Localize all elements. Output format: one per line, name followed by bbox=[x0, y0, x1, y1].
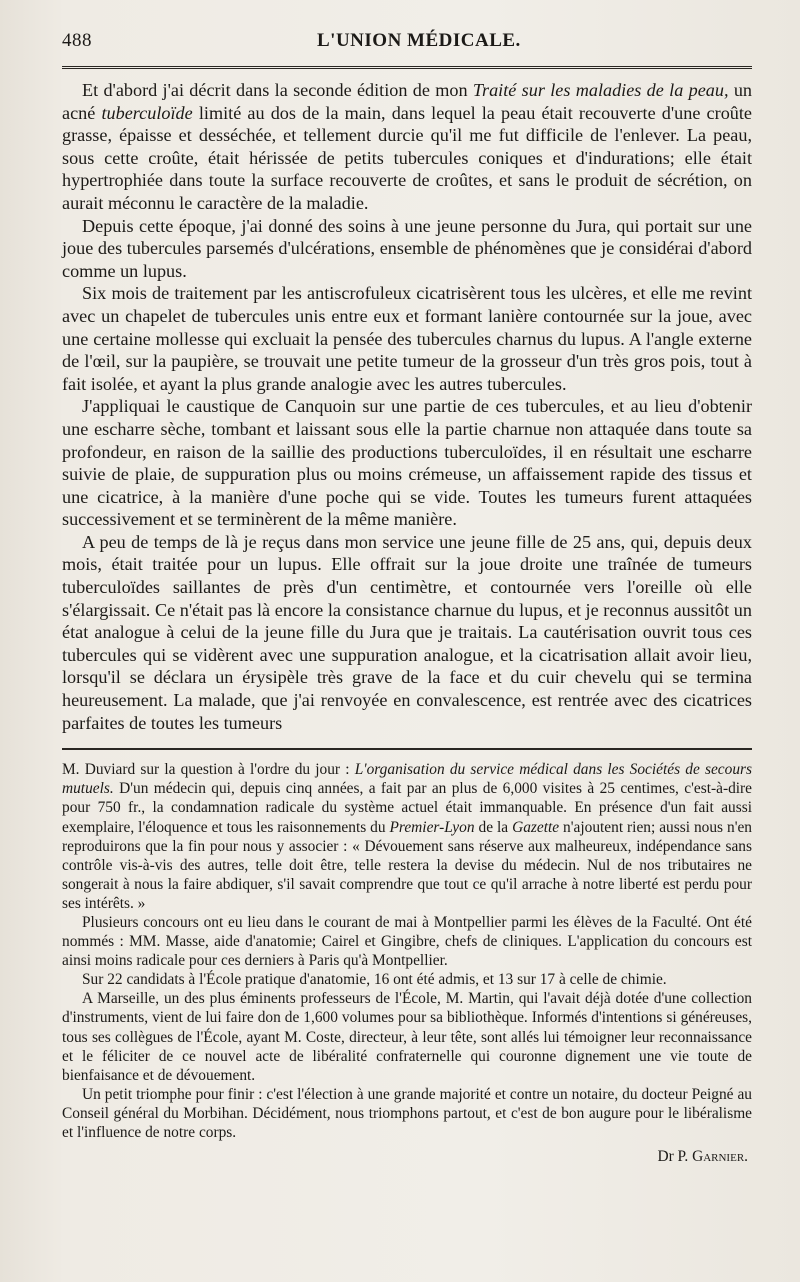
running-title: L'UNION MÉDICALE. bbox=[317, 30, 521, 51]
paragraph bbox=[62, 282, 752, 395]
paragraph bbox=[62, 395, 752, 531]
text-run: D'un médecin qui, depuis cinq années, a fait par an plus de 6,000 visites à 25 centimes, c'est-à-dire pour 750 fr., la condamnation radicale du système actuel était immanquable. En présence d'un fait aussi exemplaire, l'éloquence et tous les raisonnements du bbox=[62, 780, 752, 836]
text-run: un acné bbox=[62, 80, 753, 123]
text-run: J'appliquai le caustique de Canquoin sur une partie de ces tubercules, et au lieu d'obtenir une escharre sèche, tombant et laissant sous elle la partie charnue non attaquée dans toute sa profondeur, en raison de la saillie des productions tuberculoïdes, il en résultait une escharre suivie de plaie, de suppuration plus ou moins crémeuse, un affaissement rapide des tissus et une cicatrice, à la manière d'une poche qui se vide. Toutes les tumeurs furent attaquées successivement et se terminèrent de la même manière. bbox=[62, 396, 752, 530]
paragraph bbox=[62, 215, 752, 283]
text-run: Plusieurs concours ont eu lieu dans le courant de mai à Montpellier parmi les élèves de la Faculté. Ont été nommés : MM. Masse, aide d'anatomie; Cairel et Gingibre, chefs de cliniques. L'application du concours est ainsi moins radicale pour ces derniers à Paris qu'à Montpellier. bbox=[62, 913, 752, 970]
page-number: 488 bbox=[62, 30, 92, 51]
text-run: Et d'abord j'ai décrit dans la seconde édition de mon bbox=[82, 80, 473, 100]
header-rule bbox=[62, 66, 752, 69]
main-article bbox=[62, 79, 752, 734]
paragraph bbox=[62, 79, 752, 215]
text-run: limité au dos de la main, dans lequel la peau était recouverte d'une croûte grasse, épaisse et desséchée, et tellement durcie qu'il me fut difficile de l'enlever. La peau, sous cette croûte, était hérissée de petits tubercules coniques et d'indurations; elle était hypertrophiée dans toute la surface recouverte de croûtes, et sans le produit de sécrétion, on aurait méconnu le caractère de la maladie. bbox=[62, 102, 753, 213]
note-paragraph bbox=[62, 913, 752, 970]
text-run: n'ajoutent rien; aussi nous n'en reproduirons que la fin pour nous y associer : « Dévouement sans réserve aux malheureux, indépendance sans contrôle vis-à-vis des autres, telle doit être, telle restera la devise du médecin. Nul de nos tributaires ne songerait à nous la faire abdiquer, s'il savait comprendre que tout ce qu'il arrache à notre liberté est perdu pour ses intérêts. » bbox=[62, 818, 752, 912]
text-run: Six mois de traitement par les antiscrofuleux cicatrisèrent tous les ulcères, et elle me revint avec un chapelet de tubercules unis entre eux et formant lanière contournée sur la joue, avec une certaine mollesse qui excluait la pensée des tubercules charnus du lupus. A l'angle externe de l'œil, sur la paupière, se trouvait une petite tumeur de la grosseur d'un très gros pois, tout à fait isolée, et ayant la plus grande analogie avec les autres tubercules. bbox=[62, 283, 752, 394]
note-paragraph bbox=[62, 970, 752, 989]
note-paragraph bbox=[62, 760, 752, 913]
text-run: Depuis cette époque, j'ai donné des soins à une jeune personne du Jura, qui portait sur une joue des tubercules parsemés d'ulcérations, ensemble de phénomènes que je considérai d'abord comme un lupus. bbox=[62, 215, 752, 281]
italic-text: L'organisation du service médical dans les Sociétés de secours mutuels. bbox=[62, 761, 752, 798]
italic-text: Premier-Lyon bbox=[389, 818, 475, 836]
italic-text: Traité sur les maladies de la peau, bbox=[472, 80, 729, 100]
paragraph bbox=[62, 531, 752, 734]
section-rule bbox=[62, 748, 752, 750]
note-paragraph bbox=[62, 989, 752, 1084]
italic-text: Gazette bbox=[512, 818, 560, 836]
text-run: A Marseille, un des plus éminents professeurs de l'École, M. Martin, qui l'avait déjà dotée d'une collection d'instruments, vient de lui faire don de 1,600 volumes pour sa bibliothèque. Informés d'intentions si généreuses, tous ses collègues de l'École, ayant M. Coste, directeur, à leur tête, sont allés lui témoigner leur reconnaissance et le féliciter de ce nouvel acte de libéralité confraternelle qui couronne dignement une vie toute de bienfaisance et de dévouement. bbox=[62, 990, 752, 1084]
text-run: M. Duviard sur la question à l'ordre du jour : bbox=[62, 761, 355, 779]
feuilleton-notes bbox=[62, 760, 752, 1142]
note-paragraph bbox=[62, 1085, 752, 1142]
italic-text: tuberculoïde bbox=[101, 102, 193, 123]
signature bbox=[62, 1148, 752, 1166]
page-header bbox=[62, 30, 752, 60]
signature-prefix: Dr P. bbox=[657, 1148, 693, 1166]
text-run: Sur 22 candidats à l'École pratique d'anatomie, 16 ont été admis, et 13 sur 17 à celle de chimie. bbox=[82, 971, 667, 989]
text-run: A peu de temps de là je reçus dans mon service une jeune fille de 25 ans, qui, depuis deux mois, était traitée pour un lupus. Elle offrait sur la joue droite une traînée de tumeurs tuberculoïdes saillantes de près d'un centimètre, et contournée vers l'oreille où elle s'élargissait. Ce n'était pas là encore la consistance charnue du lupus, et je reconnus aussitôt un état analogue à celui de la jeune fille du Jura que je traitais. La cautérisation ouvrit tous ces tubercules qui se vidèrent avec une suppuration analogue, et la cicatrisation allait avoir lieu, lorsqu'il se déclara un érysipèle très grave de la face et du cuir chevelu qui se termina heureusement. La malade, que j'ai renvoyée en convalescence, est rentrée avec des cicatrices parfaites de toutes les tumeurs bbox=[62, 531, 752, 733]
text-run: Un petit triomphe pour finir : c'est l'élection à une grande majorité et contre un notaire, du docteur Peigné au Conseil général du Morbihan. Décidément, nous triomphons partout, et c'est de bon augure pour le libéralisme et l'influence de notre corps. bbox=[62, 1085, 752, 1141]
signature-name: Garnier. bbox=[692, 1148, 748, 1166]
text-run: de la bbox=[474, 818, 513, 836]
